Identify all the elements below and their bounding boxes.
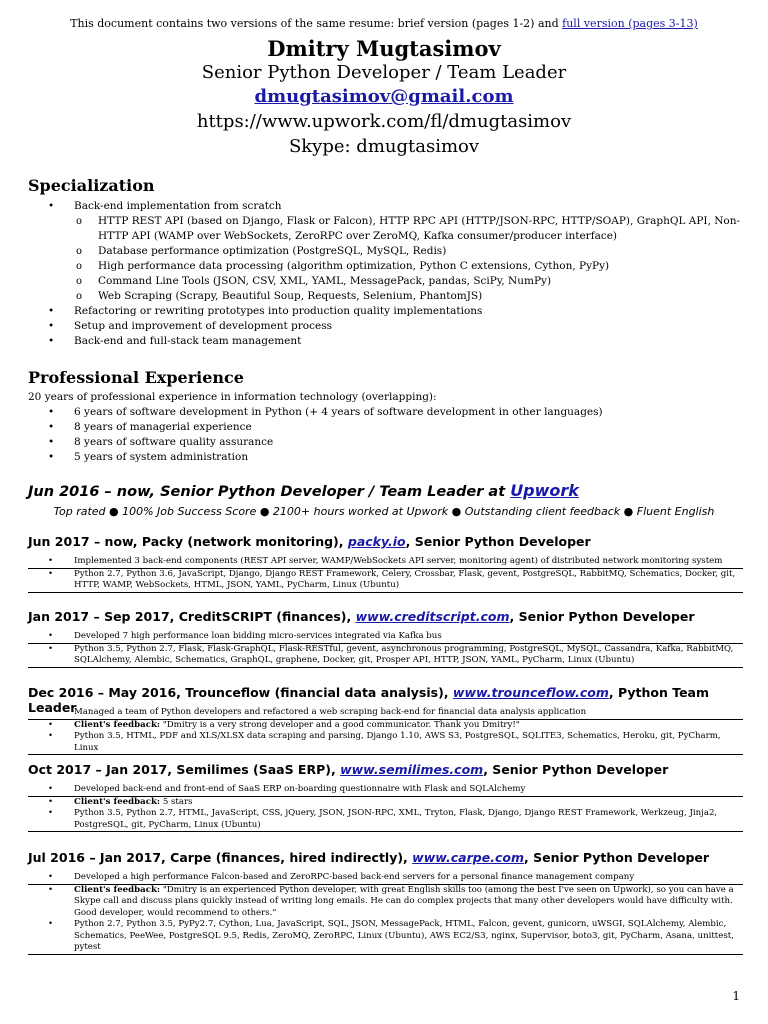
job-detail-item: [28, 885, 743, 920]
experience-item: • 5 years of system administration: [28, 450, 748, 465]
experience-item: • 8 years of software quality assurance: [28, 435, 748, 450]
job-detail-text: 5 stars: [160, 796, 193, 807]
job-title-text: Jan 2017 – Sep 2017, CreditSCRIPT (finances),: [28, 609, 356, 624]
upwork-profile[interactable]: https://www.upwork.com/fl/dmugtasimov: [196, 111, 572, 132]
job-detail-text: Developed back-end and front-end of SaaS ERP on-boarding questionnaire with Flask and SQLAlchemy: [74, 784, 526, 794]
specialization-subitem: o HTTP REST API (based on Django, Flask or Falcon), HTTP RPC API (HTTP/JSON-RPC, HTTP/SOAP), GraphQL API, Non-HTTP API (WAMP over WebSockets, ZeroRPC over ZeroMQ, Kafka consumer/producer interface): [28, 214, 748, 244]
job-detail-item: [28, 707, 743, 720]
job-detail-text: Implemented 3 back-end components (REST API server, WAMP/WebSockets API server, monitoring agent) of distributed network monitoring system: [74, 556, 723, 566]
experience-list: [28, 405, 748, 465]
job-details: [28, 707, 743, 755]
specialization-item: • Back-end implementation from scratch: [28, 199, 748, 214]
specialization-list: [28, 199, 748, 349]
email-link[interactable]: dmugtasimov@gmail.com: [254, 86, 514, 107]
candidate-name: Dmitry Mugtasimov: [267, 36, 501, 61]
version-note: [0, 17, 768, 30]
job-detail-text: Developed a high performance Falcon-based and ZeroRPC-based back-end servers for a personal finance management company: [74, 872, 635, 882]
full-version-link[interactable]: full version (pages 3-13): [562, 17, 698, 30]
job-detail-item: [28, 784, 743, 797]
upwork-link[interactable]: Upwork: [510, 481, 579, 500]
job-title-text: Jul 2016 – Jan 2017, Carpe (finances, hired indirectly),: [28, 850, 413, 865]
company-link[interactable]: www.creditscript.com: [355, 609, 510, 624]
job-details: [28, 872, 743, 955]
job-role: , Senior Python Developer: [483, 762, 669, 777]
job-detail-text: Developed 7 high performance loan bidding micro-services integrated via Kafka bus: [74, 631, 442, 641]
job-detail-item: [28, 644, 743, 668]
job-detail-item: [28, 556, 743, 569]
job-detail-text: Python 3.5, Python 2.7, Flask, Flask-GraphQL, Flask-RESTful, gevent, asynchronous programming, PostgreSQL, MySQL, Cassandra, Kafka, RabbitMQ, SQLAlchemy, Alembic, Schematics, GraphQL, graphene, Docker, git, Prosper API, HTTP, JSON, YAML, PyCharm, Linux (Ubuntu): [74, 643, 734, 665]
experience-item: • 6 years of software development in Python (+ 4 years of software development in other languages): [28, 405, 748, 420]
page-number: 1: [732, 989, 740, 1003]
experience-heading: Professional Experience: [28, 368, 244, 387]
job-detail-text: Python 3.5, HTML, PDF and XLS/XLSX data scraping and parsing, Django 1.10, AWS S3, PostgreSQL, SQLITE3, Schematics, Heroku, git, PyCharm, Linux: [74, 731, 721, 753]
specialization-heading: Specialization: [28, 176, 155, 195]
specialization-subitem: o High performance data processing (algorithm optimization, Python C extensions, Cython, PyPy): [28, 259, 748, 274]
job-detail-item: [28, 720, 743, 732]
version-note-text: This document contains two versions of the same resume: brief version (pages 1-2) and: [70, 17, 563, 30]
company-link[interactable]: www.carpe.com: [412, 850, 524, 865]
company-link[interactable]: packy.io: [347, 534, 406, 549]
job-role: , Python Team Leader: [28, 685, 710, 715]
specialization-item: • Setup and improvement of development process: [28, 319, 748, 334]
job-detail-item: [28, 872, 743, 885]
job-title: [28, 850, 743, 865]
job-details: [28, 556, 743, 593]
company-link[interactable]: www.trounceflow.com: [452, 685, 609, 700]
skype-contact: Skype: dmugtasimov: [288, 136, 480, 157]
job-detail-text: Managed a team of Python developers and refactored a web scraping back-end for financial data analysis application: [74, 707, 587, 717]
job-details: [28, 784, 743, 832]
job-role: , Senior Python Developer: [509, 609, 695, 624]
job-detail-item: [28, 731, 743, 755]
job-detail-text: "Dmitry is a very strong developer and a good communicator. Thank you Dmitry!": [160, 719, 520, 730]
job-detail-text: Python 2.7, Python 3.6, JavaScript, Django, Django REST Framework, Celery, Crossbar, Flask, gevent, PostgreSQL, RabbitMQ, Schematics, Docker, git, HTTP, WAMP, WebSockets, HTML, JSON, YAML, PyCharm, Linux (Ubuntu): [74, 568, 736, 590]
experience-intro: 20 years of professional experience in information technology (overlapping):: [28, 391, 437, 403]
job-title-text: Oct 2017 – Jan 2017, Semilimes (SaaS ERP),: [28, 762, 341, 777]
feedback-label: Client's feedback:: [74, 796, 161, 807]
job-role: , Senior Python Developer: [523, 850, 710, 865]
job-detail-text: Python 2.7, Python 3.5, PyPy2.7, Cython, Lua, JavaScript, SQL, JSON, MessagePack, HTML, Falcon, gevent, gunicorn, uWSGI, SQLAlchemy, Alembic, Schematics, PeeWee, PostgreSQL 9.5, Redis, ZeroMQ, ZeroRPC, Linux (Ubuntu), AWS EC2/S3, nginx, Supervisor, boto3, git, PyCharm, Asana, unittest, pytest: [74, 919, 734, 952]
feedback-label: Client's feedback:: [74, 719, 161, 730]
job-detail-item: [28, 569, 743, 593]
specialization-item: • Refactoring or rewriting prototypes into production quality implementations: [28, 304, 748, 319]
job-detail-item: [28, 797, 743, 809]
job-details: [28, 631, 743, 668]
specialization-subitem: o Web Scraping (Scrapy, Beautiful Soup, Requests, Selenium, PhantomJS): [28, 289, 748, 304]
job-title: [28, 609, 743, 624]
job-title-text: Jun 2017 – now, Packy (network monitoring),: [28, 534, 348, 549]
job-title: [28, 534, 743, 549]
job-detail-item: [28, 808, 743, 832]
job-title-text: Dec 2016 – May 2016, Trounceflow (financial data analysis),: [28, 685, 453, 700]
experience-item: • 8 years of managerial experience: [28, 420, 748, 435]
upwork-job-subtitle: Top rated ● 100% Job Success Score ● 2100+ hours worked at Upwork ● Outstanding client feedback ● Fluent English: [53, 505, 715, 518]
specialization-subitem: o Command Line Tools (JSON, CSV, XML, YAML, MessagePack, pandas, SciPy, NumPy): [28, 274, 748, 289]
job-title: [28, 762, 743, 777]
company-link[interactable]: www.semilimes.com: [340, 762, 484, 777]
upwork-job-title-text: Jun 2016 – now, Senior Python Developer / Team Leader at: [28, 484, 511, 500]
job-detail-item: [28, 631, 743, 644]
specialization-subitem: o Database performance optimization (PostgreSQL, MySQL, Redis): [28, 244, 748, 259]
candidate-title: Senior Python Developer / Team Leader: [201, 62, 567, 83]
upwork-job-title: [28, 481, 748, 500]
specialization-item: • Back-end and full-stack team management: [28, 334, 748, 349]
email-line: [0, 86, 768, 107]
job-detail-text: Python 3.5, Python 2.7, HTML, JavaScript, CSS, jQuery, JSON, JSON-RPC, XML, Tryton, Flask, Django, Django REST Framework, Werkzeug, Jinja2, PostgreSQL, git, PyCharm, Linux (Ubuntu): [74, 808, 718, 830]
job-role: , Senior Python Developer: [405, 534, 591, 549]
feedback-label: Client's feedback:: [74, 884, 161, 895]
job-detail-text: "Dmitry is an experienced Python developer, with great English skills too (among the best I've seen on Upwork), so you can have a Skype call and discuss plans quickly instead of writing long emails. He can do complex projects that many other developers would have difficulty with. Good developer, would recommend to others.": [74, 884, 734, 918]
job-detail-item: [28, 919, 743, 955]
